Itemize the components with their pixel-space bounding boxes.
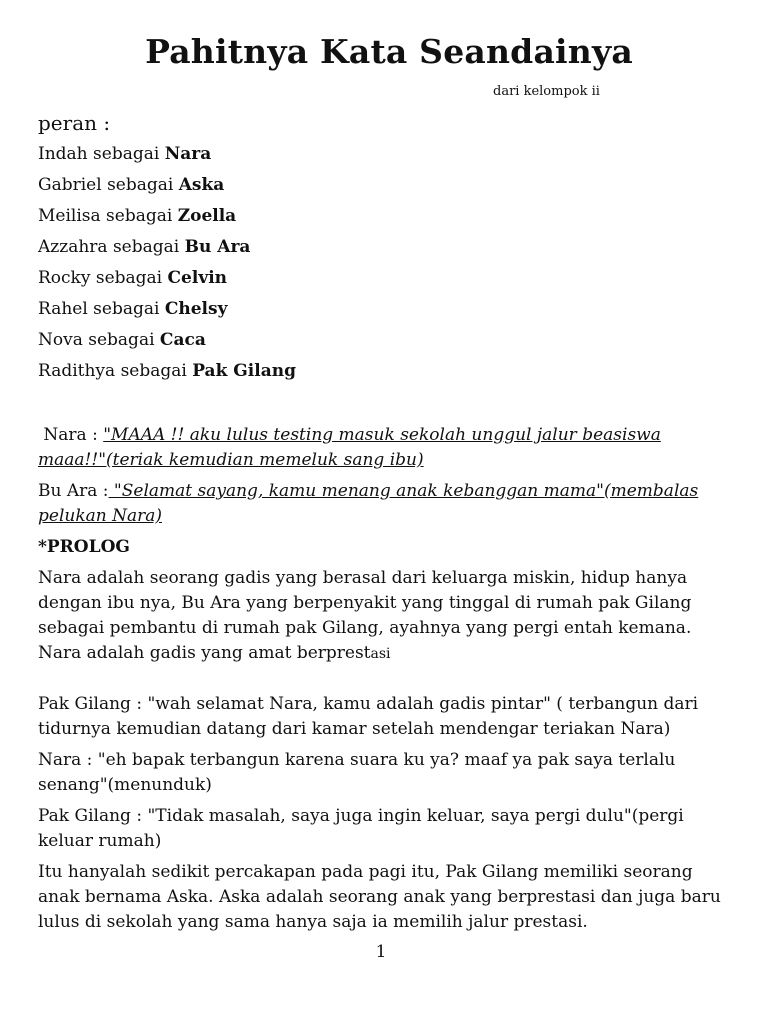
cast-role: Bu Ara <box>184 237 251 257</box>
cast-actor: Meilisa sebagai <box>38 206 178 226</box>
speaker-label: Nara : <box>38 425 104 445</box>
cast-actor: Rocky sebagai <box>38 268 168 288</box>
cast-actor: Azzahra sebagai <box>38 237 185 257</box>
cast-item <box>38 236 296 267</box>
dialog-line-bu-ara <box>38 479 724 529</box>
cast-role: Chelsy <box>164 299 228 319</box>
paragraph: Pak Gilang : "wah selamat Nara, kamu adalah gadis pintar" ( terbangun dari tidurnya kemudian datang dari kamar setelah mendengar teriakan Nara) <box>38 694 699 739</box>
prolog-paragraph <box>38 566 724 667</box>
dialog-text: "Selamat sayang, kamu menang anak kebanggan mama"(membalas pelukan Nara) <box>38 481 699 526</box>
document-body <box>38 423 724 941</box>
paragraph: Pak Gilang : "Tidak masalah, saya juga ingin keluar, saya pergi dulu"(pergi keluar rumah) <box>38 806 684 851</box>
cast-list <box>38 143 296 391</box>
cast-item <box>38 329 296 360</box>
cast-actor: Radithya sebagai <box>38 361 193 381</box>
cast-item <box>38 174 296 205</box>
cast-heading: peran : <box>38 111 111 135</box>
cast-actor: Gabriel sebagai <box>38 175 179 195</box>
cast-actor: Rahel sebagai <box>38 299 165 319</box>
paragraph-gap <box>38 673 724 692</box>
prolog-text: Nara adalah seorang gadis yang berasal dari keluarga miskin, hidup hanya dengan ibu nya, Bu Ara yang berpenyakit yang tinggal di rumah pak Gilang sebagai pembantu di rumah pak Gilang, ayahnya yang pergi entah kemana. Nara adalah gadis yang amat berprest <box>38 568 692 663</box>
cast-role: Nara <box>164 144 212 164</box>
paragraph: Nara : "eh bapak terbangun karena suara ku ya? maaf ya pak saya terlalu senang"(menunduk) <box>38 750 676 795</box>
cast-item <box>38 267 296 298</box>
speaker-label: Bu Ara : <box>38 481 109 501</box>
cast-role: Aska <box>178 175 225 195</box>
prolog-text-tail: asi <box>370 646 391 662</box>
document-subtitle: dari kelompok ii <box>493 84 600 99</box>
cast-role: Celvin <box>167 268 228 288</box>
dialog-text: "MAAA !! aku lulus testing masuk sekolah unggul jalur beasiswa maaa!!"(teriak kemudian memeluk sang ibu) <box>38 425 661 470</box>
cast-item <box>38 298 296 329</box>
cast-role: Zoella <box>177 206 237 226</box>
cast-role: Pak Gilang <box>192 361 296 381</box>
cast-actor: Nova sebagai <box>38 330 160 350</box>
page-number: 1 <box>375 942 387 962</box>
cast-item <box>38 360 296 391</box>
prolog-heading: *PROLOG <box>38 537 130 557</box>
cast-item <box>38 205 296 236</box>
cast-role: Caca <box>159 330 206 350</box>
dialog-line-nara <box>38 423 724 473</box>
cast-item <box>38 143 296 174</box>
document-title: Pahitnya Kata Seandainya <box>145 32 633 71</box>
paragraph: Itu hanyalah sedikit percakapan pada pagi itu, Pak Gilang memiliki seorang anak bernama Aska. Aska adalah seorang anak yang berprestasi dan juga baru lulus di sekolah yang sama hanya saja ia memilih jalur prestasi. <box>38 862 721 932</box>
cast-actor: Indah sebagai <box>38 144 165 164</box>
